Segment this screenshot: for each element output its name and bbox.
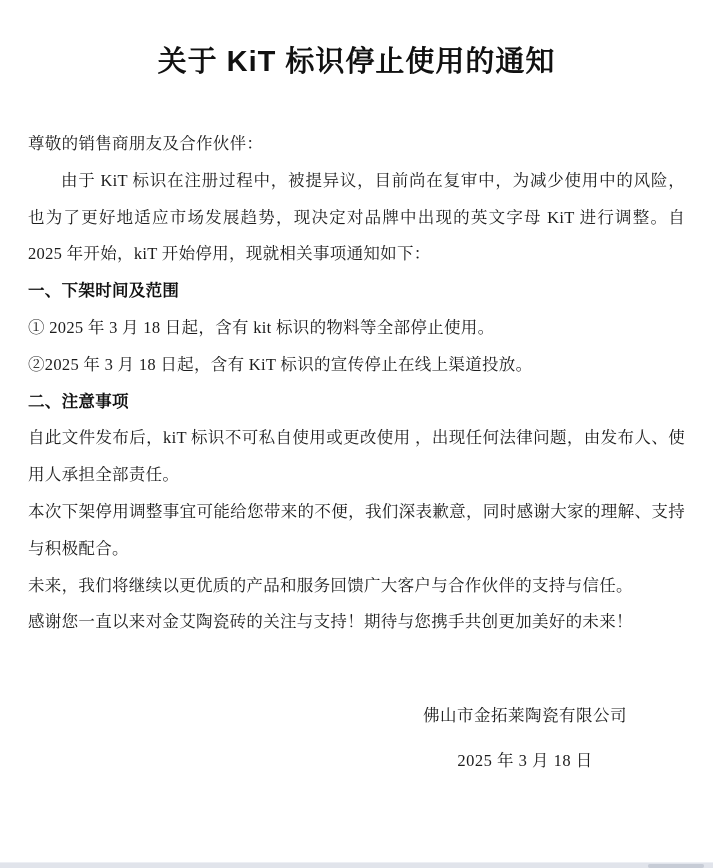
horizontal-scrollbar-thumb[interactable] (648, 864, 704, 868)
section2-heading: 二、注意事项 (28, 392, 129, 411)
signature-block (423, 693, 627, 783)
section2-paragraph-2: 本次下架停用调整事宜可能给您带来的不便，我们深表歉意，同时感谢大家的理解、支持与积极配合。 (28, 501, 685, 558)
section1-heading: 一、下架时间及范围 (28, 282, 180, 301)
section1-item-2: ②2025 年 3 月 18 日起，含有 KiT 标识的宣传停止在线上渠道投放。 (28, 354, 533, 374)
company-name: 佛山市金拓莱陶瓷有限公司 (423, 706, 627, 726)
greeting-line: 尊敬的销售商朋友及合作伙伴： (28, 134, 264, 153)
signature-date: 2025 年 3 月 18 日 (457, 751, 593, 771)
section2-paragraph-4: 感谢您一直以来对金艾陶瓷砖的关注与支持！期待与您携手共创更加美好的未来！ (28, 612, 633, 632)
horizontal-scrollbar[interactable] (0, 862, 713, 868)
intro-paragraph: 由于 KiT 标识在注册过程中，被提异议，目前尚在复审中，为减少使用中的风险，也为了更好地适应市场发展趋势，现决定对品牌中出现的英文字母 KiT 进行调整。自 2025 年开始，kiT 开始停用，现就相关事项通知如下： (28, 170, 685, 264)
document-title: 关于 KiT 标识停止使用的通知 (157, 46, 556, 78)
section1-item-1: ① 2025 年 3 月 18 日起，含有 kit 标识的物料等全部停止使用。 (28, 317, 495, 337)
section2-paragraph-3: 未来，我们将继续以更优质的产品和服务回馈广大客户与合作伙伴的支持与信任。 (28, 575, 633, 595)
section2-paragraph-1: 自此文件发布后，kiT 标识不可私自使用或更改使用 ，出现任何法律问题，由发布人、使用人承担全部责任。 (28, 428, 685, 485)
